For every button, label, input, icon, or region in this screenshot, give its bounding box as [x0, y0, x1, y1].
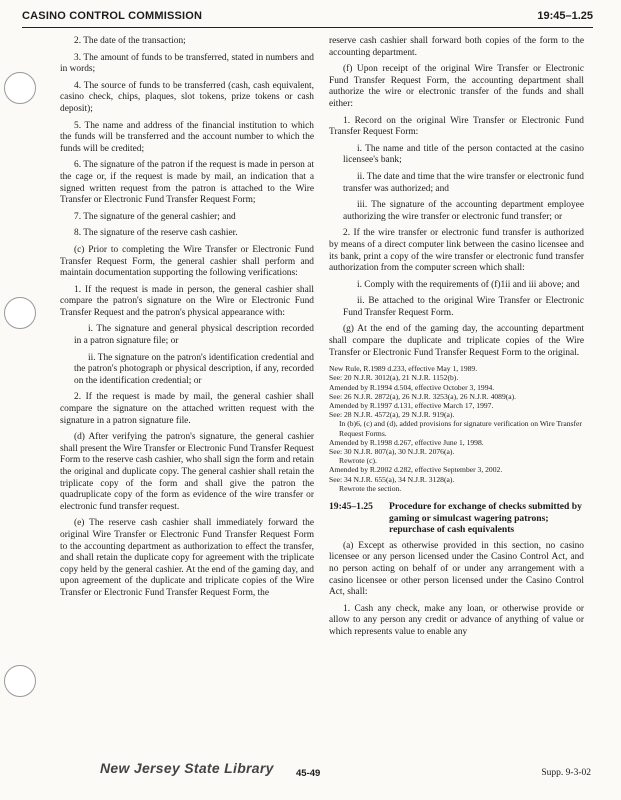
history-line: Rewrote (c). — [339, 456, 377, 466]
paragraph-f: (f) Upon receipt of the original Wire Transfer or Electronic Fund Transfer Request Form, the accounting department shall authorize the wire or electronic transfer of the funds and shall either: — [329, 64, 584, 109]
header-section-number: 19:45–1.25 — [537, 10, 593, 22]
paragraph-c1i: i. The signature and general physical description recorded in a patron signature file; or — [74, 324, 314, 347]
history-line: Amended by R.1997 d.131, effective March 17, 1997. — [329, 401, 494, 411]
history-line: Amended by R.2002 d.282, effective September 3, 2002. — [329, 465, 503, 475]
page-footer — [0, 762, 621, 782]
paragraph-f1iii: iii. The signature of the accounting department employee authorizing the wire transfer or electronic fund transfer; or — [343, 200, 584, 222]
paragraph-e: (e) The reserve cash cashier shall immediately forward the original Wire Transfer or Electronic Fund Transfer Request Form to the accounting department as authorization to effect the transfer, and shall retain the duplicate copy for agreement with the triplicate copy held by the general cashier. At the end of the gaming day, and upon agreement of the duplicate and triplicate copies of the Wire Transfer or Electronic Fund Transfer Request Form, the — [60, 518, 314, 598]
binder-hole-middle — [4, 297, 36, 329]
history-line: See: 26 N.J.R. 2872(a), 26 N.J.R. 3253(a), 26 N.J.R. 4089(a). — [329, 391, 517, 401]
paragraph-f1ii: ii. The date and time that the wire transfer or electronic fund transfer was authorized; and — [343, 171, 584, 194]
paragraph-c: (c) Prior to completing the Wire Transfer or Electronic Fund Transfer Request Form, the general cashier shall perform and maintain documentation supporting the following verifications: — [60, 244, 314, 279]
list-item: 5. The name and address of the financial institution to which the funds will be transferred and the account number to which the funds will be credited; — [60, 120, 314, 154]
history-line: Rewrote the section. — [339, 483, 402, 493]
history-line: New Rule, R.1989 d.233, effective May 1, 1989. — [329, 364, 478, 374]
list-item: 8. The signature of the reserve cash cashier. — [74, 228, 238, 239]
history-line: See: 30 N.J.R. 807(a), 30 N.J.R. 2076(a). — [329, 447, 455, 457]
paragraph-a: (a) Except as otherwise provided in this section, no casino licensee or any person licensed under the Casino Control Act, and no person acting on behalf of or under any arrangement with a casino licensee or other person licensed under the Casino Control Act, shall: — [329, 540, 584, 598]
binder-hole-top — [4, 72, 36, 104]
list-item: 3. The amount of funds to be transferred, stated in numbers and in words; — [60, 52, 314, 75]
binder-hole-bottom — [4, 665, 36, 697]
paragraph-c1ii: ii. The signature on the patron's identification credential and the patron's photograph or physical description, if any, recorded on the identification credential; or — [74, 352, 314, 386]
history-line: Amended by R.1994 d.504, effective October 3, 1994. — [329, 382, 495, 392]
right-column — [329, 36, 584, 644]
header-agency: CASINO CONTROL COMMISSION — [22, 10, 203, 22]
library-stamp: New Jersey State Library — [100, 760, 274, 776]
paragraph-g: (g) At the end of the gaming day, the accounting department shall compare the duplicate and triplicate copies of the Wire Transfer or Electronic Fund Transfer Request Form to the original. — [329, 324, 584, 358]
list-item: 4. The source of funds to be transferred (cash, cash equivalent, casino check, chips, plaques, slot tokens, prize tokens or cash deposit); — [60, 80, 314, 114]
page-number: 45-49 — [296, 768, 321, 779]
paragraph-c2: 2. If the request is made by mail, the general cashier shall compare the signature on the attached written request with the signature in a patron signature file. — [60, 392, 314, 426]
header-rule — [22, 27, 593, 28]
left-column — [60, 36, 314, 605]
history-line: See: 20 N.J.R. 3012(a), 21 N.J.R. 1152(b). — [329, 373, 459, 383]
paragraph-f2: 2. If the wire transfer or electronic fund transfer is authorized by means of a direct computer link between the casino licensee and its bank, print a copy of the wire transfer or electronic fund transfer authorization from the computer screen which shall: — [329, 228, 584, 274]
paragraph-a1: 1. Cash any check, make any loan, or otherwise provide or allow to any person any credit or advance of anything of value or which represents value to enable any — [329, 603, 584, 638]
paragraph-d: (d) After verifying the patron's signature, the general cashier shall present the Wire Transfer or Electronic Fund Transfer Request Form to the reserve cash cashier, who shall sign the form and retain the original and duplicate copy. The general cashier shall retain the triplicate copy of the form and shall give the patron the quadruplicate copy of the form as evidence of the wire transfer or electronic fund transfer request. — [60, 432, 314, 512]
supplement-date: Supp. 9-3-02 — [541, 768, 591, 778]
section-number: 19:45–1.25 — [329, 501, 373, 513]
history-line: See: 34 N.J.R. 655(a), 34 N.J.R. 3128(a). — [329, 474, 455, 484]
paragraph-e-continued: reserve cash cashier shall forward both copies of the form to the accounting department. — [329, 36, 584, 58]
paragraph-f2i: i. Comply with the requirements of (f)1ii and iii above; and — [357, 279, 580, 290]
paragraph-f1: 1. Record on the original Wire Transfer or Electronic Fund Transfer Request Form: — [329, 115, 584, 138]
paragraph-f1i: i. The name and title of the person contacted at the casino licensee's bank; — [343, 143, 584, 166]
paragraph-c1: 1. If the request is made in person, the general cashier shall compare the patron's signature on the Wire or Electronic Fund Transfer Request and the patron's physical appearance with: — [60, 284, 314, 318]
list-item: 7. The signature of the general cashier; and — [74, 211, 236, 222]
list-item: 6. The signature of the patron if the request is made in person at the cage or, if the request is made by mail, an indication that a signed written request from the patron is attached to the Wire Transfer or Electronic Fund Transfer Request Form; — [60, 160, 314, 206]
history-line: In (b)6, (c) and (d), added provisions for signature verification on Wire Transfer Request Forms. — [339, 419, 582, 438]
section-heading — [329, 501, 584, 536]
list-item: 2. The date of the transaction; — [74, 36, 186, 46]
rule-history — [329, 364, 584, 493]
section-title: Procedure for exchange of checks submitted by gaming or simulcast wagering patrons; repurchase of cash equivalents — [389, 501, 582, 536]
history-line: See: 28 N.J.R. 4572(a), 29 N.J.R. 919(a). — [329, 410, 455, 420]
history-line: Amended by R.1998 d.267, effective June 1, 1998. — [329, 437, 484, 447]
paragraph-f2ii: ii. Be attached to the original Wire Transfer or Electronic Fund Transfer Request Form. — [343, 296, 584, 318]
